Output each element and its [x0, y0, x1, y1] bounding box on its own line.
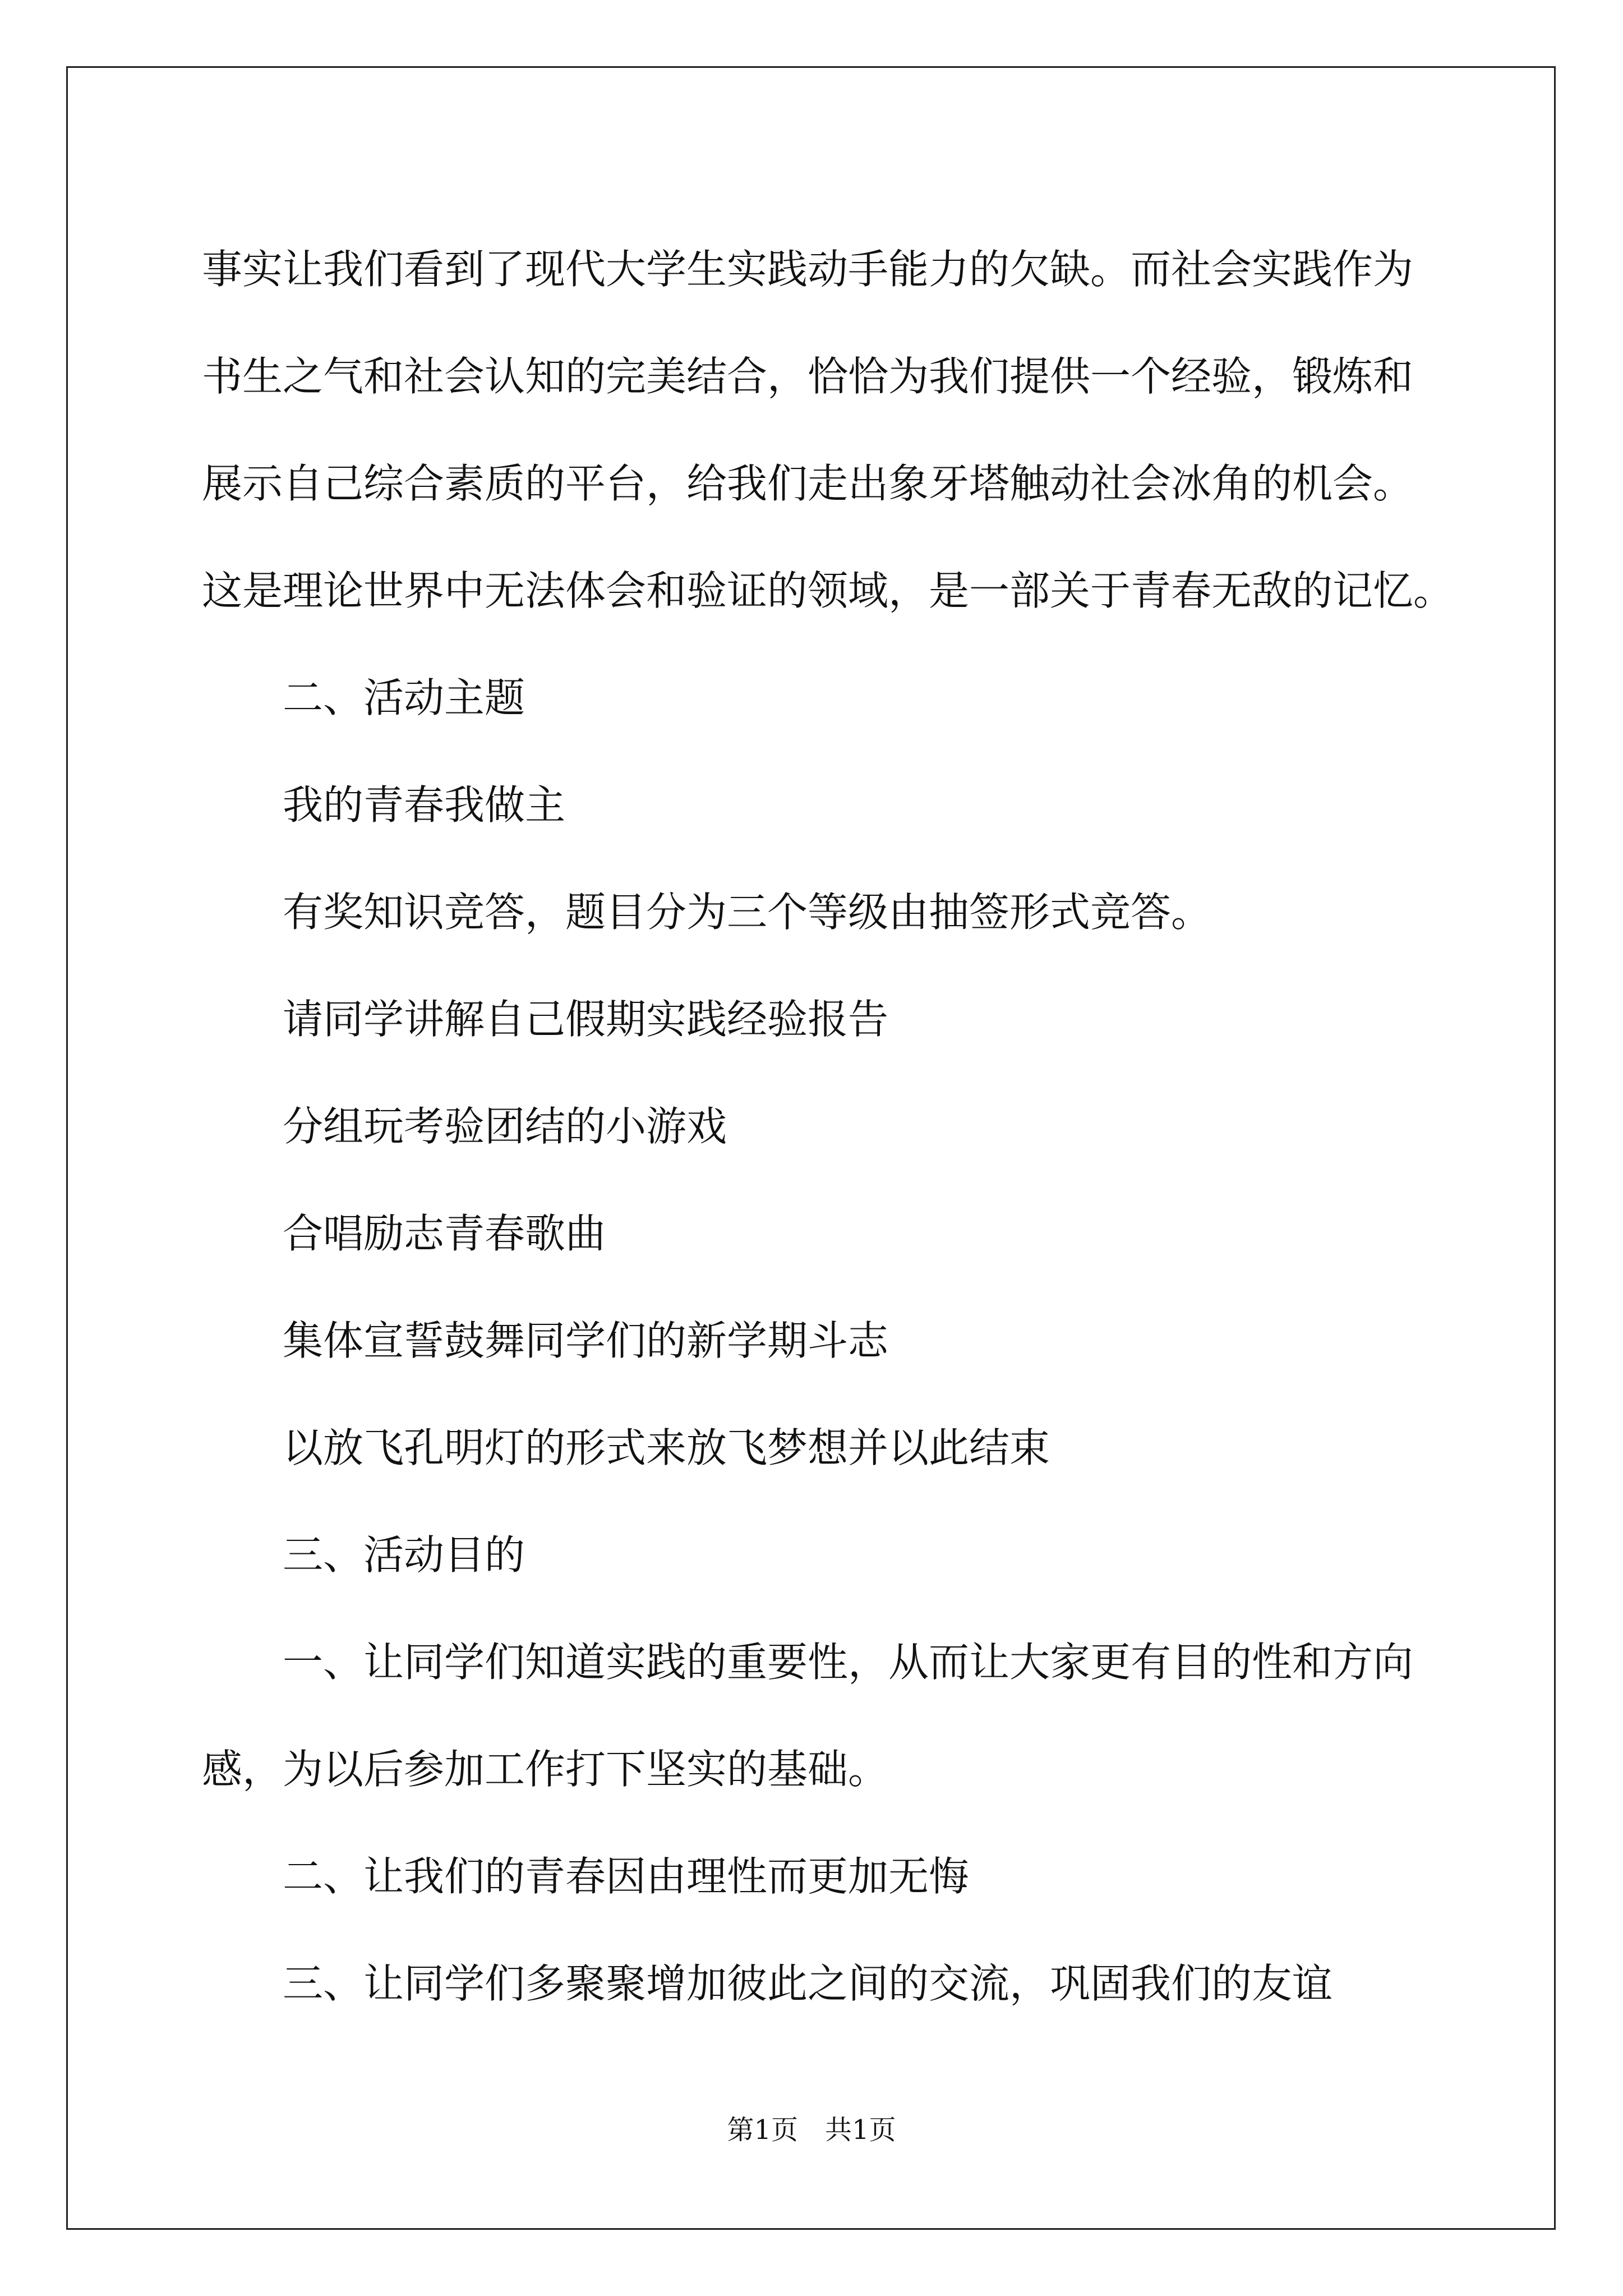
list-item: 集体宣誓鼓舞同学们的新学期斗志 [283, 1317, 889, 1364]
body-line: 三、让同学们多聚聚增加彼此之间的交流，巩固我们的友谊 [283, 1960, 1333, 2007]
body-line: 展示自己综合素质的平台，给我们走出象牙塔触动社会冰角的机会。 [202, 460, 1414, 507]
body-line: 这是理论世界中无法体会和验证的领域，是一部关于青春无敌的记忆。 [202, 567, 1454, 614]
body-line: 书生之气和社会认知的完美结合，恰恰为我们提供一个经验，锻炼和 [202, 353, 1414, 400]
page-footer [0, 2113, 1623, 2147]
body-line: 感，为以后参加工作打下坚实的基础。 [202, 1746, 889, 1793]
list-item: 有奖知识竞答，题目分为三个等级由抽签形式竞答。 [283, 889, 1212, 936]
page-number-current: 第1页 [727, 2114, 798, 2146]
page-number-total: 共1页 [825, 2114, 896, 2146]
body-line: 事实让我们看到了现代大学生实践动手能力的欠缺。而社会实践作为 [202, 246, 1414, 293]
section-heading: 二、活动主题 [283, 674, 525, 721]
body-line: 一、让同学们知道实践的重要性，从而让大家更有目的性和方向 [283, 1639, 1414, 1686]
document-body [202, 216, 1454, 2037]
list-item: 以放飞孔明灯的形式来放飞梦想并以此结束 [283, 1424, 1050, 1471]
section-heading: 三、活动目的 [283, 1531, 525, 1579]
list-item: 请同学讲解自己假期实践经验报告 [283, 996, 889, 1043]
list-item: 我的青春我做主 [283, 781, 566, 829]
body-line: 二、让我们的青春因由理性而更加无悔 [283, 1853, 970, 1900]
list-item: 合唱励志青春歌曲 [283, 1210, 606, 1257]
list-item: 分组玩考验团结的小游戏 [283, 1103, 727, 1150]
